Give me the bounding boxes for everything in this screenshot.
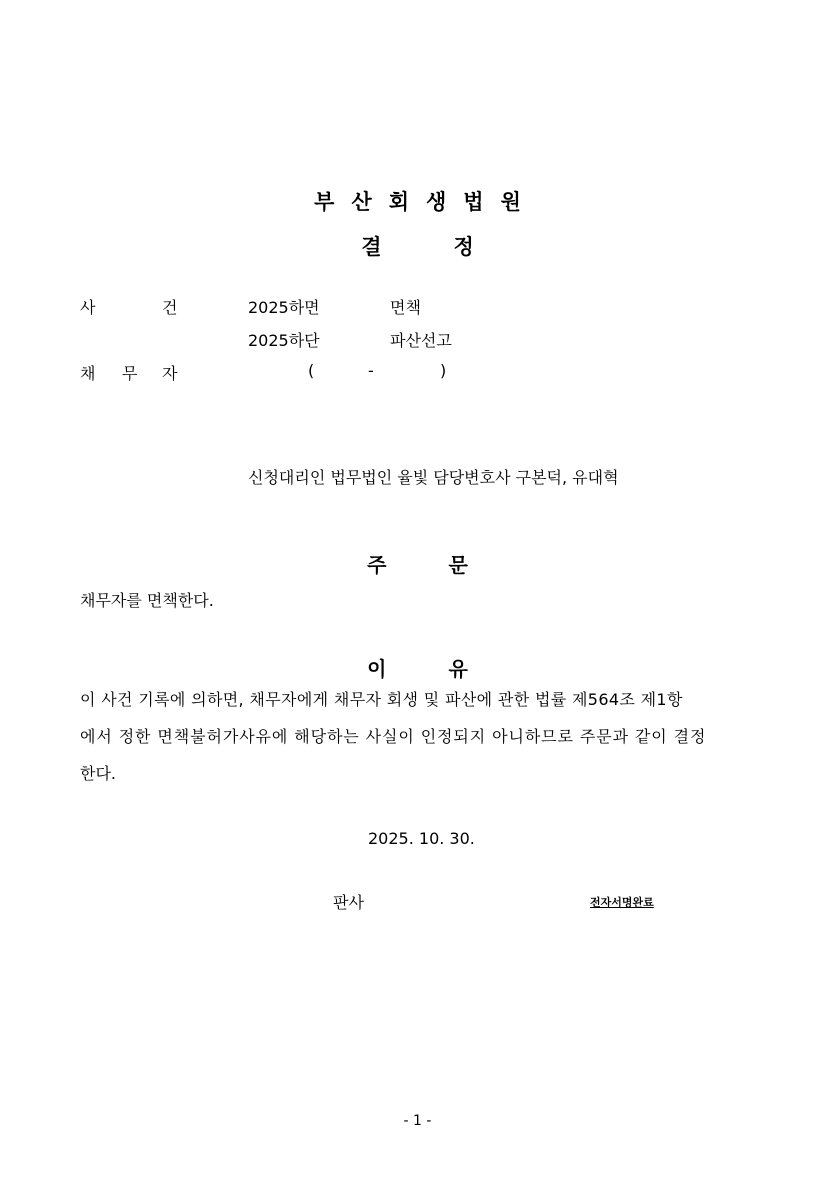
electronic-signature-status: 전자서명완료 (590, 896, 654, 909)
reason-line-2: 에서 정한 면책불허가사유에 해당하는 사실이 인정되지 아니하므로 주문과 같이 결정 (80, 727, 707, 746)
debtor-label-third-char: 자 (162, 364, 178, 383)
applicant-representative: 신청대리인 법무법인 율빛 담당변호사 구본덕, 유대혁 (248, 468, 619, 487)
reason-line-2-wrap (80, 724, 756, 747)
judge-label: 판사 (333, 893, 364, 912)
debtor-id-paren-close: ) (440, 361, 447, 380)
debtor-id-paren-open: ( (308, 361, 315, 380)
debtor-label-first-char: 채 (80, 364, 96, 383)
debtor-label-second-char: 무 (122, 364, 138, 383)
order-text: 채무자를 면책한다. (80, 591, 214, 610)
case-title-discharge: 면책 (390, 298, 421, 317)
reason-section-title: 이유 (367, 657, 530, 681)
case-title-bankruptcy: 파산선고 (390, 331, 452, 350)
debtor-id-dash: - (368, 361, 374, 380)
case-label-first-char: 사 (80, 298, 96, 317)
reason-line-1: 이 사건 기록에 의하면, 채무자에게 채무자 회생 및 파산에 관한 법률 제564조 제1항 (80, 690, 683, 709)
case-number-discharge: 2025하면 (248, 298, 320, 317)
case-number-bankruptcy: 2025하단 (248, 331, 320, 350)
decision-date: 2025. 10. 30. (368, 829, 475, 848)
case-label-second-char: 건 (162, 298, 178, 317)
reason-line-1-wrap (80, 687, 756, 710)
reason-line-3: 한다. (80, 764, 116, 783)
page-number: - 1 - (403, 1113, 432, 1129)
order-section-title: 주문 (367, 553, 530, 577)
court-name: 부산회생법원 (314, 190, 538, 214)
document-type-title: 결정 (361, 235, 546, 259)
